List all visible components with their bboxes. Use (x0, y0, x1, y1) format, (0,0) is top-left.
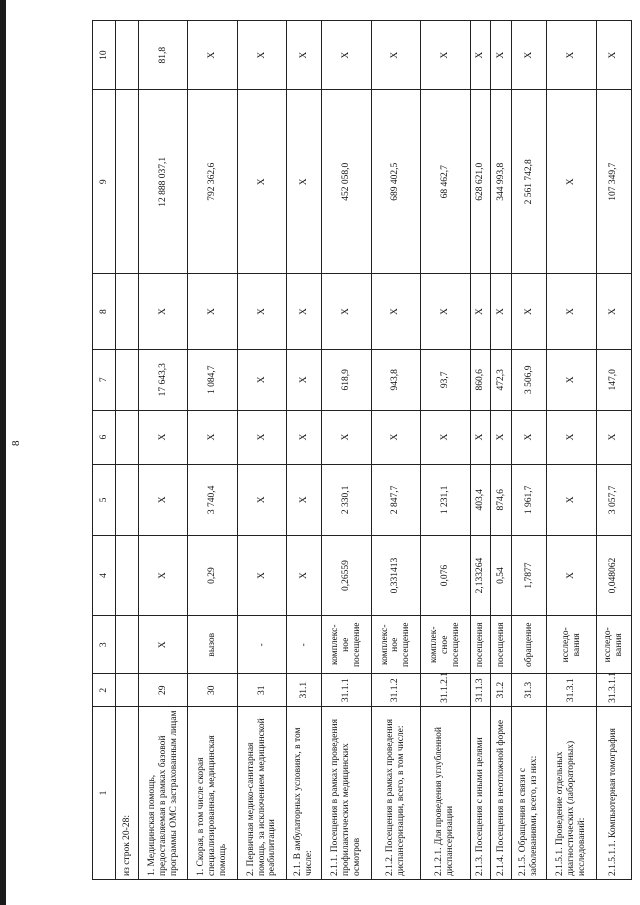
col-header: 6 (93, 410, 116, 464)
cell: X (322, 21, 371, 90)
cell: 2 330,1 (322, 464, 371, 535)
cell: X (237, 349, 286, 410)
row-code: 31.3 (512, 674, 547, 706)
cell: X (287, 410, 322, 464)
cell: 792 362,6 (188, 90, 237, 274)
cell: исследо-вания (547, 616, 596, 674)
cell: 689 402,5 (371, 90, 420, 274)
cell: комплекс-ное посещение (322, 616, 371, 674)
row-code: 31.3.1 (547, 674, 596, 706)
row-code: 31.1.1 (322, 674, 371, 706)
cell: 1 231,1 (421, 464, 470, 535)
cell: X (596, 410, 631, 464)
cell: X (547, 274, 596, 350)
cell: X (421, 274, 470, 350)
cell: X (547, 90, 596, 274)
col-header: 9 (93, 90, 116, 274)
cell: X (287, 90, 322, 274)
row-label: 2.1.5. Обращения в связи с заболеваниями, всего, из них: (512, 706, 547, 879)
cell: X (237, 464, 286, 535)
cell: 68 462,7 (421, 90, 470, 274)
cell: 0,26559 (322, 536, 371, 616)
cell: 943,8 (371, 349, 420, 410)
cell: 3 506,9 (512, 349, 547, 410)
cell: X (322, 410, 371, 464)
cell: 81,8 (139, 21, 188, 90)
cell: X (287, 349, 322, 410)
cell: X (287, 536, 322, 616)
subheading-row (116, 21, 139, 880)
cell: X (421, 410, 470, 464)
cell: X (512, 274, 547, 350)
cell: 1 961,7 (512, 464, 547, 535)
row-label: 1. Скорая, в том числе скорая специализированная, медицинская помощь (188, 706, 237, 879)
cell: 2 847,7 (371, 464, 420, 535)
cell: 860,6 (470, 349, 491, 410)
cell: X (287, 21, 322, 90)
cell: 3 057,7 (596, 464, 631, 535)
cell: 874,6 (491, 464, 512, 535)
cell: X (547, 349, 596, 410)
col-header: 5 (93, 464, 116, 535)
cell: X (237, 21, 286, 90)
cell: 403,4 (470, 464, 491, 535)
table-row (237, 21, 286, 880)
cell: обращение (512, 616, 547, 674)
row-code: 31.1.2 (371, 674, 420, 706)
cell: X (139, 410, 188, 464)
row-label: 2.1.1. Посещения в рамках проведения профилактических медицинских осмотров (322, 706, 371, 879)
cell: X (287, 274, 322, 350)
row-code: 31.3.1.1 (596, 674, 631, 706)
cell: X (491, 410, 512, 464)
cell: 2,133264 (470, 536, 491, 616)
cell: X (470, 274, 491, 350)
row-label: 2.1.4. Посещения в неотложной форме (491, 706, 512, 879)
cell: X (188, 410, 237, 464)
cell: 0,29 (188, 536, 237, 616)
cell: X (371, 21, 420, 90)
table-row (491, 21, 512, 880)
cell: X (139, 464, 188, 535)
cell: вызов (188, 616, 237, 674)
cell: 344 993,8 (491, 90, 512, 274)
cell: 1 084,7 (188, 349, 237, 410)
cell: X (470, 410, 491, 464)
cell: X (139, 536, 188, 616)
data-table (92, 20, 632, 880)
row-code: 31 (237, 674, 286, 706)
cell: 2 561 742,8 (512, 90, 547, 274)
subheading: из строк 20-28: (116, 706, 139, 879)
cell: X (139, 274, 188, 350)
cell: 12 888 037,1 (139, 90, 188, 274)
cell: X (421, 21, 470, 90)
cell: X (188, 21, 237, 90)
cell: X (547, 536, 596, 616)
cell: X (491, 274, 512, 350)
row-label: 2.1.3. Посещения с иными целями (470, 706, 491, 879)
cell: X (371, 410, 420, 464)
cell: - (237, 616, 286, 674)
cell: X (139, 616, 188, 674)
col-header: 2 (93, 674, 116, 706)
cell: 628 621,0 (470, 90, 491, 274)
row-label: 2.1.5.1.1. Компьютерная томография (596, 706, 631, 879)
table-row (287, 21, 322, 880)
row-code: 31.1.2.1 (421, 674, 470, 706)
cell: X (322, 274, 371, 350)
cell: исследо-вания (596, 616, 631, 674)
cell: X (470, 21, 491, 90)
row-code: 31.1.3 (470, 674, 491, 706)
cell: 0,076 (421, 536, 470, 616)
cell: X (491, 21, 512, 90)
row-label: 1. Медицинская помощь, предоставляемая в рамках базовой программы ОМС застрахованным лицам (139, 706, 188, 879)
cell: 17 643,3 (139, 349, 188, 410)
table-row (188, 21, 237, 880)
table-row (470, 21, 491, 880)
col-header: 4 (93, 536, 116, 616)
row-code: 31.1 (287, 674, 322, 706)
cell: 1,7877 (512, 536, 547, 616)
cell: 452 058,0 (322, 90, 371, 274)
row-label: 2.1.5.1. Проведение отдельных диагностических (лабораторных) исследований: (547, 706, 596, 879)
table-row (139, 21, 188, 880)
col-header: 3 (93, 616, 116, 674)
row-code: 31.2 (491, 674, 512, 706)
col-header: 10 (93, 21, 116, 90)
header-row (93, 21, 116, 880)
cell: X (188, 274, 237, 350)
table-row (371, 21, 420, 880)
cell: 472,3 (491, 349, 512, 410)
col-header: 7 (93, 349, 116, 410)
row-code: 30 (188, 674, 237, 706)
cell: X (237, 536, 286, 616)
cell: X (287, 464, 322, 535)
cell: 0,331413 (371, 536, 420, 616)
cell: X (596, 274, 631, 350)
cell: 618,9 (322, 349, 371, 410)
row-label: 2.1. В амбулаторных условиях, в том числе: (287, 706, 322, 879)
cell: X (547, 21, 596, 90)
row-label: 2.1.2.1. Для проведения углубленной диспансеризации (421, 706, 470, 879)
cell: - (287, 616, 322, 674)
cell: X (547, 410, 596, 464)
row-code: 29 (139, 674, 188, 706)
row-label: 2.1.2. Посещения в рамках проведения диспансеризации, всего, в том числе: (371, 706, 420, 879)
cell: комплекс-ное посещение (371, 616, 420, 674)
cell: X (596, 21, 631, 90)
table-row (596, 21, 631, 880)
cell: X (512, 410, 547, 464)
scan-edge (0, 0, 6, 905)
cell: комплек-сное посещение (421, 616, 470, 674)
rotated-table-container (92, 20, 632, 880)
cell: 107 349,7 (596, 90, 631, 274)
table-row (421, 21, 470, 880)
page-number: 8 (10, 440, 22, 446)
table-row (512, 21, 547, 880)
col-header: 1 (93, 706, 116, 879)
table-row (322, 21, 371, 880)
col-header: 8 (93, 274, 116, 350)
cell: 0,54 (491, 536, 512, 616)
cell: посещения (491, 616, 512, 674)
cell: 147,0 (596, 349, 631, 410)
cell: X (371, 274, 420, 350)
cell: X (237, 410, 286, 464)
cell: 3 740,4 (188, 464, 237, 535)
cell: посещения (470, 616, 491, 674)
cell: 0,048062 (596, 536, 631, 616)
cell: X (512, 21, 547, 90)
cell: X (237, 274, 286, 350)
cell: X (237, 90, 286, 274)
cell: X (547, 464, 596, 535)
table-row (547, 21, 596, 880)
row-label: 2. Первичная медико-санитарная помощь, за исключением медицинской реабилитации (237, 706, 286, 879)
cell: 93,7 (421, 349, 470, 410)
